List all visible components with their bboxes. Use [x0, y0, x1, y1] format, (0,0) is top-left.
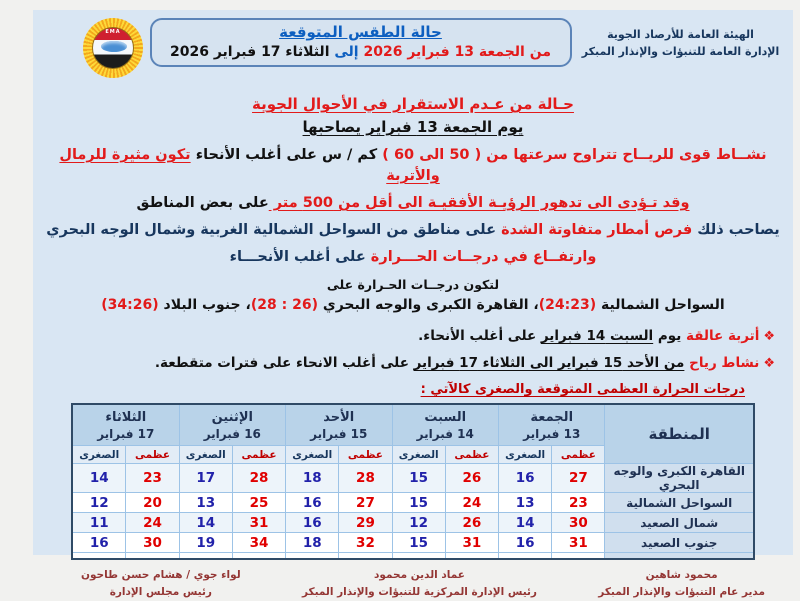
temp-max-cell: 27	[552, 464, 605, 493]
diamond-bullet-icon: ❖	[763, 356, 775, 371]
diamond-bullet-icon: ❖	[763, 329, 775, 344]
temp-min-cell: 18	[286, 464, 339, 493]
temp-min-cell: 15	[392, 464, 445, 493]
signature-director	[598, 567, 765, 601]
max-label: عظمى	[232, 446, 285, 464]
max-label: عظمى	[339, 446, 392, 464]
bullet-dust-rest: على أغلب الأنحاء.	[418, 328, 541, 344]
signature-chairman	[81, 567, 241, 601]
temp-min-cell: 19	[179, 533, 232, 553]
bullet-dust-red: أتربة عالقة	[686, 328, 760, 344]
min-label: الصغرى	[72, 446, 126, 464]
temp-min-cell: 13	[179, 493, 232, 513]
day-header-tuesday	[72, 404, 179, 446]
temp-rise-blue-text: على أغلب الأنحـــاء	[229, 249, 366, 265]
ema-logo-text: EMA	[105, 29, 121, 35]
day-date: 17 فبراير	[97, 427, 155, 442]
table-row-south-upper-egypt	[72, 533, 754, 553]
temp-min-cell: 16	[286, 493, 339, 513]
temp-min-cell: 15	[392, 533, 445, 553]
visibility-black-text: على بعض المناطق	[136, 195, 269, 211]
signature-name: لواء جوي / هشام حسن طاحون	[81, 569, 241, 581]
authority-dept: الإدارة العامة للتنبؤات والإنذار المبكر	[581, 45, 780, 59]
date-from: من الجمعة 13 فبراير 2026	[358, 44, 551, 60]
rain-areas-text: على مناطق من السواحل الشمالية الغربية وشمال الوجه البحري	[46, 222, 497, 238]
wind-line	[33, 145, 793, 187]
day-date: 16 فبراير	[203, 427, 261, 442]
temp-value1: (24:23)	[538, 297, 597, 313]
bullet-dust	[33, 328, 775, 344]
date-link-word: إلى	[334, 44, 359, 60]
table-row-north-upper-egypt	[72, 513, 754, 533]
temp-max-cell: 28	[232, 464, 285, 493]
temp-min-cell: 11	[72, 513, 126, 533]
temp-max-cell: 30	[552, 513, 605, 533]
min-label: الصغرى	[498, 446, 551, 464]
temp-min-cell: 18	[286, 533, 339, 553]
temp-max-cell: 20	[126, 493, 179, 513]
temp-value3: (34:26)	[101, 297, 159, 313]
max-label: عظمى	[552, 446, 605, 464]
date-range	[160, 44, 562, 60]
day-name: الأحد	[323, 409, 355, 425]
day-header-saturday	[392, 404, 498, 446]
signature-name: محمود شاهين	[645, 569, 718, 581]
min-label: الصغرى	[392, 446, 445, 464]
bullet-dust-mid: يوم	[653, 328, 687, 344]
temp-min-cell: 12	[392, 513, 445, 533]
day-header-sunday	[286, 404, 392, 446]
bullet-wind	[33, 355, 775, 371]
visibility-red-text: وقد تـؤدى الى تدهور الرؤيـة الأفقيـة الى أقل من 500 متر	[268, 195, 690, 211]
spacer-row	[72, 553, 754, 560]
day-date: 14 فبراير	[416, 427, 474, 442]
temp-min-cell: 16	[498, 533, 551, 553]
cloud-icon	[101, 41, 127, 52]
max-label: عظمى	[126, 446, 179, 464]
signature-title: رئيس الإدارة المركزية للتنبؤات والإنذار المبكر	[301, 585, 537, 598]
day-date: 15 فبراير	[310, 427, 368, 442]
temp-region1: السواحل الشمالية	[596, 297, 725, 313]
temp-max-cell: 30	[126, 533, 179, 553]
region-cell: السواحل الشمالية	[605, 493, 754, 513]
day-header-monday	[179, 404, 285, 446]
day-name: الجمعة	[530, 409, 574, 425]
table-row-north-coasts	[72, 493, 754, 513]
day-header-friday	[498, 404, 604, 446]
day-name: الإثنين	[211, 409, 253, 425]
forecast-title: حالة الطقس المتوقعة	[279, 23, 442, 41]
bullet-wind-dates: من الأحد 15 فبراير الى الثلاثاء 17 فبراير	[413, 355, 685, 371]
temp-max-cell: 26	[445, 513, 498, 533]
temp-max-cell: 23	[552, 493, 605, 513]
day-name: الثلاثاء	[105, 409, 147, 425]
temp-max-cell: 31	[232, 513, 285, 533]
temp-intro-line: لتكون درجــات الحـرارة على	[326, 277, 500, 292]
bullet-wind-rest: على أغلب الانحاء على فترات متقطعة.	[154, 355, 414, 371]
temp-value2: (26 : 28)	[250, 297, 318, 313]
day-name: السبت	[424, 409, 467, 425]
forecast-paragraph	[33, 145, 793, 268]
heading-instability: حـالة من عـدم الاستقرار في الأحوال الجوية	[252, 95, 574, 113]
wind-red-text: نشــاط قوى للريــاح تتراوح سرعتها من ( 50 الى 60 )	[377, 147, 767, 163]
signature-name: عماد الدين محمود	[374, 569, 465, 581]
min-label: الصغرى	[179, 446, 232, 464]
temp-max-cell: 28	[339, 464, 392, 493]
heading-day-intro: يوم الجمعة 13 فبراير يصاحبها	[302, 118, 524, 136]
temp-values-line	[33, 297, 793, 313]
temp-min-cell: 16	[286, 513, 339, 533]
temp-min-cell: 14	[72, 464, 126, 493]
temp-max-cell: 26	[445, 464, 498, 493]
authority-name: الهيئة العامة للأرصاد الجوية	[607, 28, 754, 41]
temp-min-cell: 16	[72, 533, 126, 553]
temp-max-cell: 31	[445, 533, 498, 553]
temp-rise-line	[33, 247, 793, 268]
temp-min-cell: 13	[498, 493, 551, 513]
temp-max-cell: 32	[339, 533, 392, 553]
region-column-header: المنطقة	[605, 404, 754, 464]
temp-max-cell: 23	[126, 464, 179, 493]
day-date: 13 فبراير	[523, 427, 581, 442]
rain-intro-text: يصاحب ذلك	[692, 222, 780, 238]
temp-region3: ، جنوب البلاد	[158, 297, 251, 313]
temp-max-cell: 31	[552, 533, 605, 553]
max-label: عظمى	[445, 446, 498, 464]
ema-logo	[83, 18, 143, 78]
bullet-dust-date: السبت 14 فبراير	[540, 328, 654, 344]
wind-dust-text: تكون مثيرة للرمال والأتربة	[59, 147, 440, 184]
notes-list	[33, 328, 793, 371]
rain-line	[33, 220, 793, 241]
signatures	[33, 567, 793, 601]
authority-block	[578, 26, 783, 60]
bullet-wind-red: نشاط رياح	[689, 355, 760, 371]
region-cell: شمال الصعيد	[605, 513, 754, 533]
temp-max-cell: 24	[445, 493, 498, 513]
temp-max-cell: 24	[126, 513, 179, 533]
table-title: درجات الحرارة العظمى المتوقعة والصغرى كالآتي :	[420, 382, 745, 397]
title-box	[150, 18, 572, 67]
temp-max-cell: 29	[339, 513, 392, 533]
temp-max-cell: 25	[232, 493, 285, 513]
temp-min-cell: 16	[498, 464, 551, 493]
wind-area-text: على أغلب الأنحاء	[190, 147, 317, 163]
temp-rise-red-text: وارتفــاع في درجــات الحـــرارة	[365, 249, 597, 265]
weather-bulletin	[33, 10, 793, 598]
date-to: الثلاثاء 17 فبراير 2026	[169, 44, 335, 60]
table-row-cairo-delta	[72, 464, 754, 493]
min-label: الصغرى	[286, 446, 339, 464]
region-cell: جنوب الصعيد	[605, 533, 754, 553]
temp-region2: ، القاهرة الكبرى والوجه البحري	[317, 297, 539, 313]
temp-min-cell: 12	[72, 493, 126, 513]
header	[33, 10, 793, 84]
temp-min-cell: 14	[179, 513, 232, 533]
temp-max-cell: 34	[232, 533, 285, 553]
temp-min-cell: 14	[498, 513, 551, 533]
sun-rays-icon	[83, 18, 143, 78]
signature-title: رئيس مجلس الإدارة	[109, 585, 212, 598]
wind-unit-text: كم / س	[316, 147, 378, 163]
temperatures-table	[71, 403, 755, 560]
visibility-line	[33, 193, 793, 214]
temp-max-cell: 27	[339, 493, 392, 513]
signature-central-head	[302, 567, 537, 601]
signature-title: مدير عام التنبؤات والإنذار المبكر	[598, 585, 765, 598]
globe-flag-icon	[92, 27, 134, 69]
rain-red-text: فرص أمطار متفاوتة الشدة	[496, 222, 693, 238]
temp-min-cell: 15	[392, 493, 445, 513]
day-header-row	[72, 404, 754, 446]
region-cell: القاهرة الكبرى والوجه البحري	[605, 464, 754, 493]
temp-min-cell: 17	[179, 464, 232, 493]
